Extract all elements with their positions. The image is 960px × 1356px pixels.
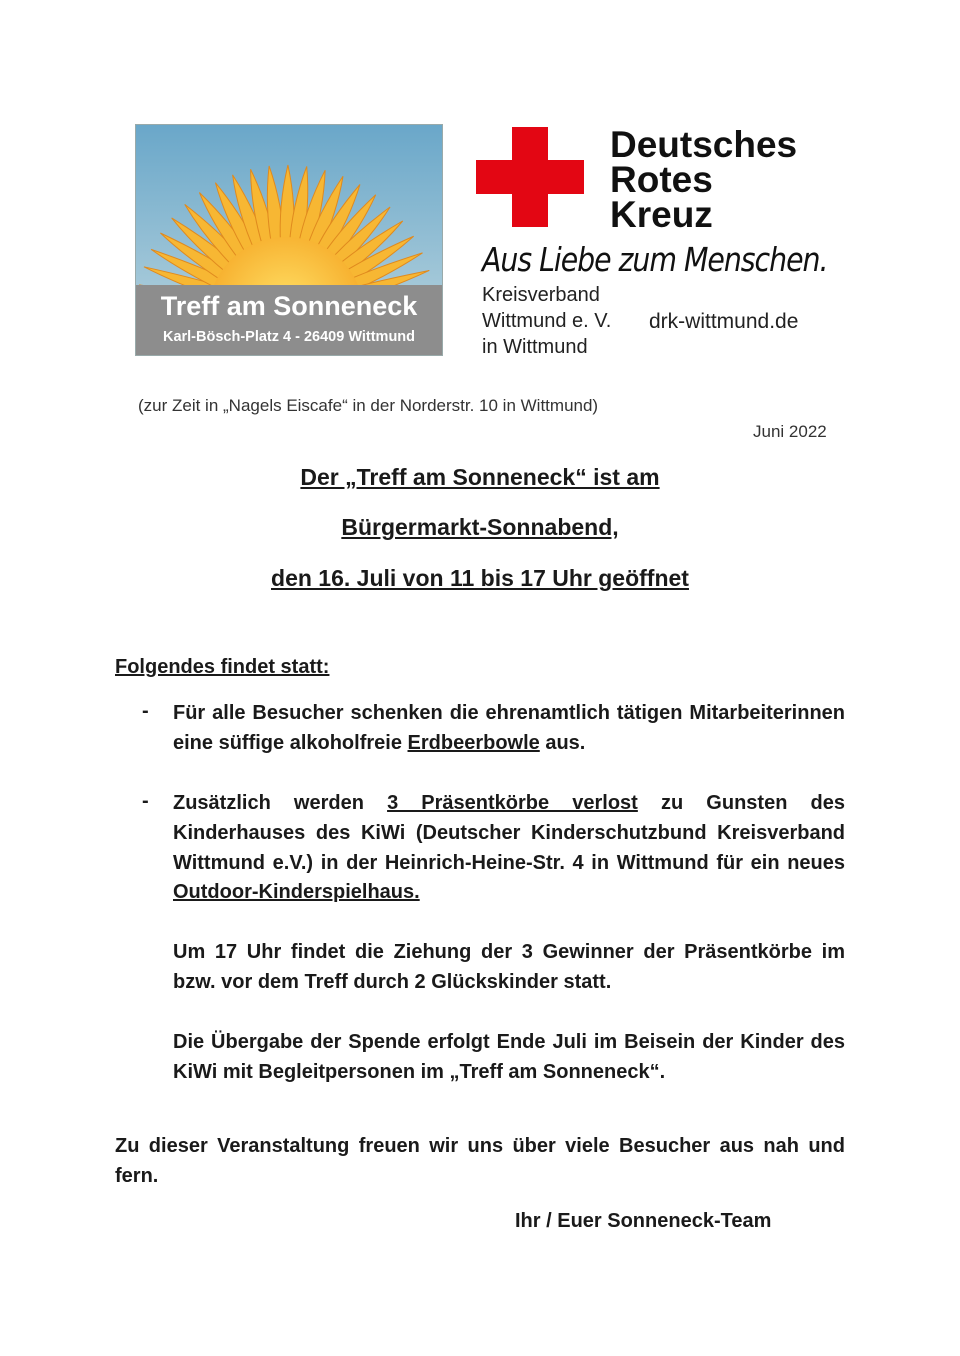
list-item-lottery: Zusätzlich werden 3 Präsentkörbe verlost zu Gunsten des Kinderhauses des KiWi (Deutscher Kinderschutzbund Kreisverband Wittmund e.V.) in der Heinrich-Heine-Str. 4 in Wittmund für ein neues Outdoor-Kinderspielhaus. bbox=[173, 792, 845, 904]
sonneneck-title: Treff am Sonneneck bbox=[160, 291, 418, 321]
highlight-praesentkoerbe: 3 Präsentkörbe verlost bbox=[387, 792, 638, 814]
intro-heading: Folgendes findet statt: bbox=[115, 656, 330, 678]
list-dash: - bbox=[142, 700, 149, 722]
drk-word-deutsches: Deutsches bbox=[610, 124, 798, 165]
sonneneck-address: Karl-Bösch-Platz 4 - 26409 Wittmund bbox=[162, 329, 416, 345]
paragraph-donation: Die Übergabe der Spende erfolgt Ende Juli im Beisein der Kinder des KiWi mit Begleitpersonen im „Treff am Sonneneck“. bbox=[173, 1031, 845, 1083]
red-cross-icon bbox=[476, 127, 584, 227]
drk-website: drk-wittmund.de bbox=[649, 310, 799, 333]
drk-org-line1: Kreisverband bbox=[482, 284, 600, 306]
location-note: (zur Zeit in „Nagels Eiscafe“ in der Norderstr. 10 in Wittmund) bbox=[138, 396, 599, 415]
headline-line2: Bürgermarkt-Sonnabend, bbox=[341, 514, 619, 540]
list-dash: - bbox=[142, 790, 149, 812]
headline-line1: Der „Treff am Sonneneck“ ist am bbox=[300, 464, 660, 490]
paragraph-drawing: Um 17 Uhr findet die Ziehung der 3 Gewinner der Präsentkörbe im bzw. vor dem Treff durch 2 Glückskinder statt. bbox=[173, 941, 845, 993]
signature: Ihr / Euer Sonneneck-Team bbox=[515, 1210, 772, 1232]
headline-line3: den 16. Juli von 11 bis 17 Uhr geöffnet bbox=[271, 565, 689, 591]
sonneneck-logo bbox=[135, 124, 443, 356]
drk-slogan: Aus Liebe zum Menschen. bbox=[482, 240, 828, 279]
drk-word-kreuz: Kreuz bbox=[610, 194, 713, 235]
sonneneck-banner bbox=[136, 285, 442, 355]
highlight-erdbeerbowle: Erdbeerbowle bbox=[407, 731, 540, 754]
drk-org-line2: Wittmund e. V. bbox=[482, 310, 612, 332]
closing-text: Zu dieser Veranstaltung freuen wir uns über viele Besucher aus nah und fern. bbox=[115, 1135, 845, 1187]
document-date: Juni 2022 bbox=[753, 422, 827, 441]
drk-org-line3: in Wittmund bbox=[482, 336, 588, 358]
highlight-kinderspielhaus: Outdoor-Kinderspielhaus. bbox=[173, 881, 420, 904]
drk-word-rotes: Rotes bbox=[610, 159, 713, 200]
list-item-bowle: Für alle Besucher schenken die ehrenamtlich tätigen Mitarbeiterinnen eine süffige alkoholfreie Erdbeerbowle aus. bbox=[173, 702, 845, 754]
